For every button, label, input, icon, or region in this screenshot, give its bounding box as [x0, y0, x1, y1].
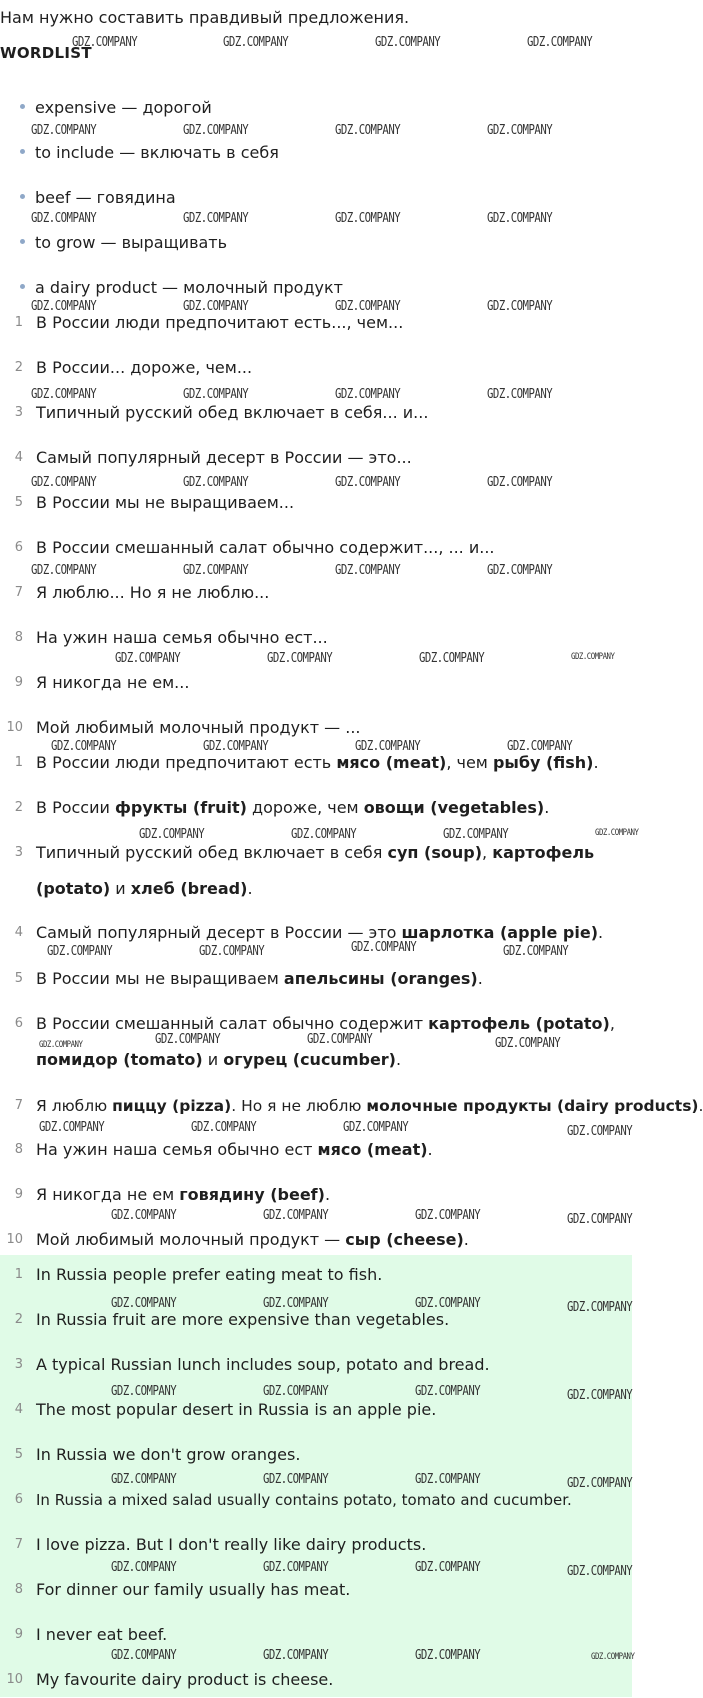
watermark: GDZ.COMPANY — [111, 1384, 177, 1399]
task-intro: Нам нужно составить правдивый предложения. — [0, 8, 410, 27]
watermark: GDZ.COMPANY — [507, 739, 573, 754]
watermark: GDZ.COMPANY — [335, 299, 401, 314]
watermark: GDZ.COMPANY — [183, 211, 249, 226]
watermark: GDZ.COMPANY — [31, 563, 97, 578]
bullet-icon — [20, 104, 25, 109]
watermark: GDZ.COMPANY — [355, 739, 421, 754]
watermark: GDZ.COMPANY — [183, 299, 249, 314]
bullet-icon — [20, 284, 25, 289]
watermark: GDZ.COMPANY — [415, 1208, 481, 1223]
watermark: GDZ.COMPANY — [39, 1040, 83, 1050]
wordlist-item: to grow — выращивать — [20, 233, 227, 252]
watermark: GDZ.COMPANY — [191, 1120, 257, 1135]
watermark: GDZ.COMPANY — [415, 1472, 481, 1487]
watermark: GDZ.COMPANY — [263, 1296, 329, 1311]
wordlist-title: WORDLIST — [0, 44, 92, 62]
watermark: GDZ.COMPANY — [335, 211, 401, 226]
watermark: GDZ.COMPANY — [419, 651, 485, 666]
watermark: GDZ.COMPANY — [375, 35, 441, 50]
watermark: GDZ.COMPANY — [183, 475, 249, 490]
watermark: GDZ.COMPANY — [263, 1208, 329, 1223]
watermark: GDZ.COMPANY — [335, 563, 401, 578]
watermark: GDZ.COMPANY — [307, 1032, 373, 1047]
watermark: GDZ.COMPANY — [495, 1036, 561, 1051]
watermark: GDZ.COMPANY — [139, 827, 205, 842]
watermark: GDZ.COMPANY — [111, 1560, 177, 1575]
watermark: GDZ.COMPANY — [39, 1120, 105, 1135]
watermark: GDZ.COMPANY — [487, 475, 553, 490]
watermark: GDZ.COMPANY — [111, 1472, 177, 1487]
watermark: GDZ.COMPANY — [595, 828, 639, 838]
wordlist-item: to include — включать в себя — [20, 143, 279, 162]
watermark: GDZ.COMPANY — [31, 299, 97, 314]
watermark: GDZ.COMPANY — [291, 827, 357, 842]
watermark: GDZ.COMPANY — [31, 387, 97, 402]
watermark: GDZ.COMPANY — [571, 652, 615, 662]
watermark: GDZ.COMPANY — [111, 1208, 177, 1223]
watermark: GDZ.COMPANY — [31, 123, 97, 138]
watermark: GDZ.COMPANY — [415, 1296, 481, 1311]
watermark: GDZ.COMPANY — [267, 651, 333, 666]
watermark: GDZ.COMPANY — [567, 1212, 633, 1227]
watermark: GDZ.COMPANY — [31, 475, 97, 490]
watermark: GDZ.COMPANY — [111, 1296, 177, 1311]
watermark: GDZ.COMPANY — [199, 944, 265, 959]
watermark: GDZ.COMPANY — [47, 944, 113, 959]
watermark: GDZ.COMPANY — [223, 35, 289, 50]
watermark: GDZ.COMPANY — [263, 1648, 329, 1663]
watermark: GDZ.COMPANY — [183, 387, 249, 402]
watermark: GDZ.COMPANY — [567, 1300, 633, 1315]
watermark: GDZ.COMPANY — [263, 1560, 329, 1575]
watermark: GDZ.COMPANY — [567, 1388, 633, 1403]
watermark: GDZ.COMPANY — [487, 387, 553, 402]
watermark: GDZ.COMPANY — [415, 1560, 481, 1575]
watermark: GDZ.COMPANY — [183, 123, 249, 138]
bullet-icon — [20, 194, 25, 199]
wordlist-item: beef — говядина — [20, 188, 176, 207]
watermark: GDZ.COMPANY — [263, 1384, 329, 1399]
watermark: GDZ.COMPANY — [487, 563, 553, 578]
watermark: GDZ.COMPANY — [51, 739, 117, 754]
watermark: GDZ.COMPANY — [443, 827, 509, 842]
watermark: GDZ.COMPANY — [72, 35, 138, 50]
watermark: GDZ.COMPANY — [203, 739, 269, 754]
watermark: GDZ.COMPANY — [155, 1032, 221, 1047]
watermark: GDZ.COMPANY — [487, 211, 553, 226]
bullet-icon — [20, 239, 25, 244]
bullet-icon — [20, 149, 25, 154]
watermark: GDZ.COMPANY — [335, 123, 401, 138]
watermark: GDZ.COMPANY — [351, 940, 417, 955]
watermark: GDZ.COMPANY — [183, 563, 249, 578]
wordlist-item: a dairy product — молочный продукт — [20, 278, 343, 297]
watermark: GDZ.COMPANY — [335, 475, 401, 490]
watermark: GDZ.COMPANY — [415, 1384, 481, 1399]
watermark: GDZ.COMPANY — [487, 299, 553, 314]
watermark: GDZ.COMPANY — [503, 944, 569, 959]
watermark: GDZ.COMPANY — [263, 1472, 329, 1487]
watermark: GDZ.COMPANY — [343, 1120, 409, 1135]
watermark: GDZ.COMPANY — [567, 1124, 633, 1139]
watermark: GDZ.COMPANY — [335, 387, 401, 402]
watermark: GDZ.COMPANY — [415, 1648, 481, 1663]
watermark: GDZ.COMPANY — [591, 1652, 635, 1662]
watermark: GDZ.COMPANY — [487, 123, 553, 138]
watermark: GDZ.COMPANY — [527, 35, 593, 50]
watermark: GDZ.COMPANY — [31, 211, 97, 226]
watermark: GDZ.COMPANY — [111, 1648, 177, 1663]
wordlist-item: expensive — дорогой — [20, 98, 212, 117]
watermark: GDZ.COMPANY — [567, 1564, 633, 1579]
watermark: GDZ.COMPANY — [115, 651, 181, 666]
watermark: GDZ.COMPANY — [567, 1476, 633, 1491]
